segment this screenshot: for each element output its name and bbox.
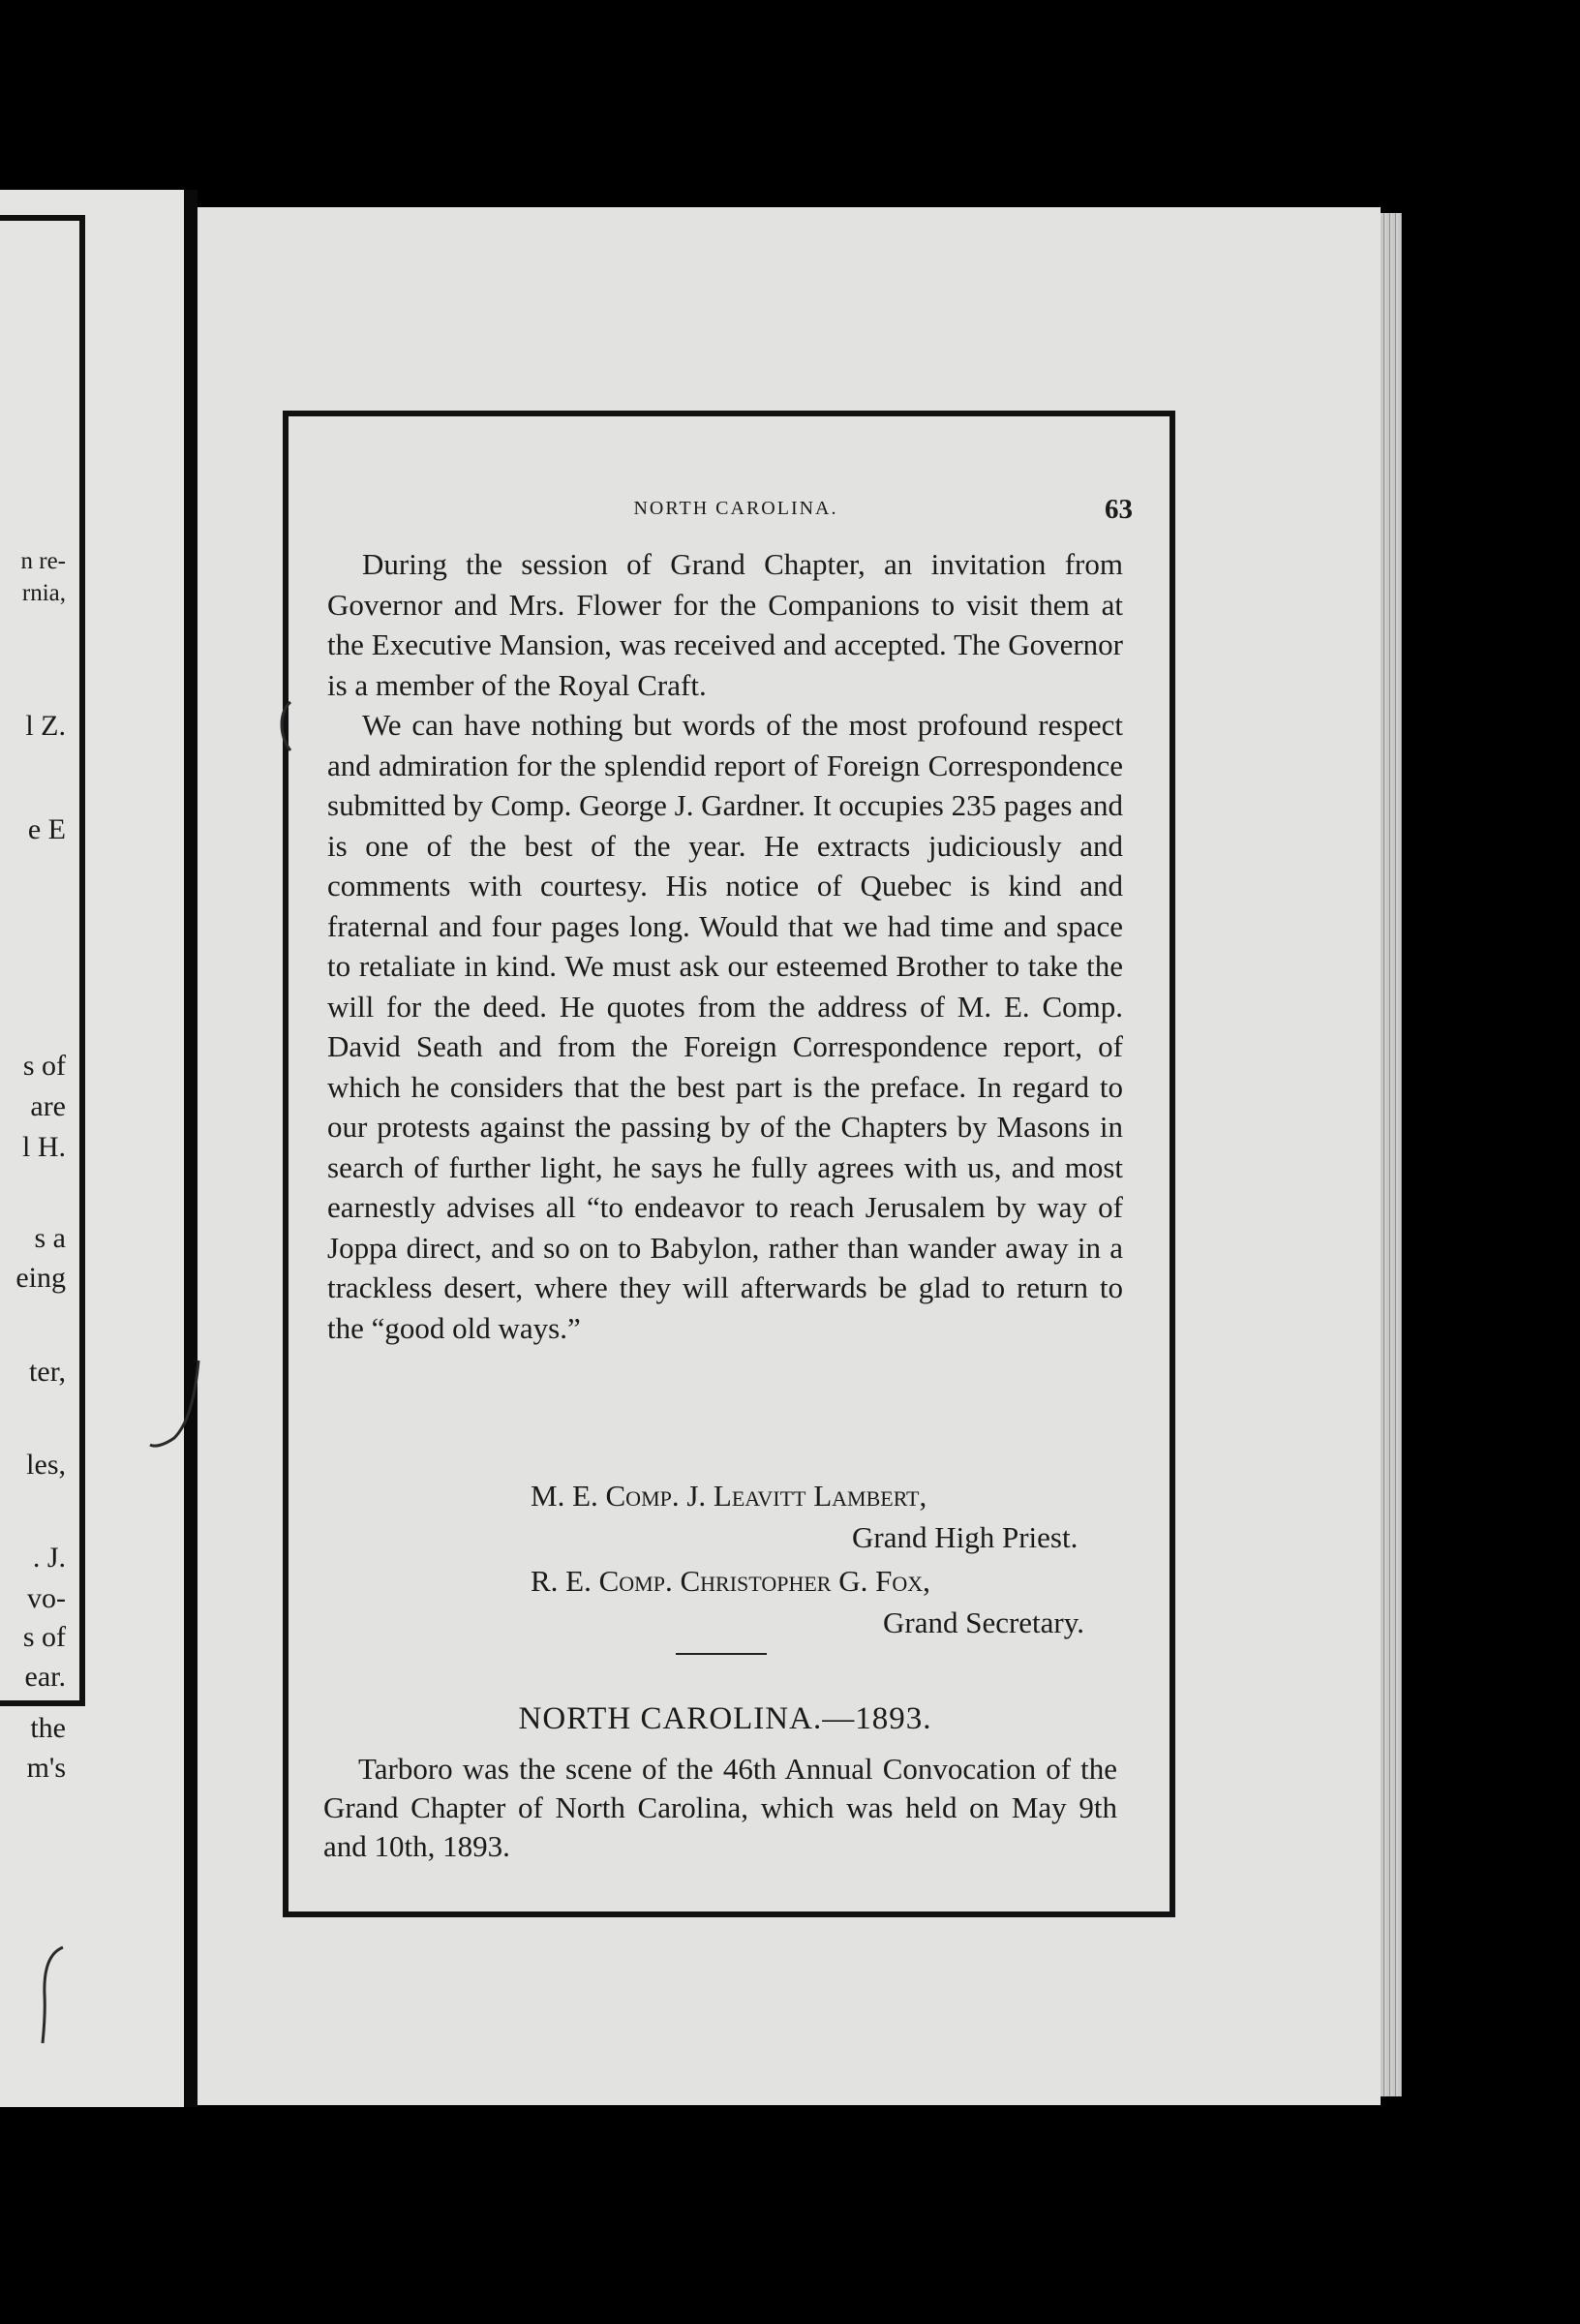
previous-page-line-fragment: s a — [34, 1222, 66, 1254]
previous-page-line-fragment: ear. — [24, 1661, 66, 1693]
previous-page-line-fragment: rnia, — [21, 580, 66, 606]
previous-page-line-fragment: s of — [22, 1621, 66, 1653]
page-number: 63 — [1105, 494, 1133, 525]
signature-2-title: Grand Secretary. — [883, 1605, 1084, 1639]
previous-page-line-fragment: l Z. — [25, 710, 66, 742]
section-divider — [676, 1653, 767, 1655]
signature-2-name: R. E. Comp. Christopher G. Fox, — [531, 1564, 930, 1598]
previous-page-line-fragment: . J. — [32, 1542, 66, 1574]
pencil-mark-icon — [19, 1942, 77, 2048]
previous-page-line-fragment: eing — [15, 1262, 66, 1294]
book-gutter — [184, 190, 198, 2107]
pencil-mark-icon — [145, 1356, 213, 1462]
body-text — [327, 544, 1123, 1348]
previous-page-line-fragment: are — [30, 1090, 66, 1122]
previous-page-line-fragment: vo- — [27, 1582, 66, 1614]
previous-page-line-fragment: n re- — [20, 548, 66, 574]
page-edge — [1381, 213, 1402, 2096]
paragraph-tarboro: Tarboro was the scene of the 46th Annual Convocation of the Grand Chapter of North Carolina, which was held on May 9th and 10th, 1893. — [323, 1752, 1117, 1863]
previous-page-line-fragment: m's — [26, 1752, 66, 1784]
previous-page-line-fragment: s of — [22, 1050, 66, 1082]
previous-page-line-fragment: e E — [27, 813, 66, 845]
previous-page-line-fragment: the — [30, 1712, 66, 1744]
previous-page-line-fragment: l H. — [22, 1131, 66, 1163]
section-heading: NORTH CAROLINA.—1893. — [518, 1701, 932, 1736]
previous-page-line-fragment: ter, — [29, 1356, 66, 1388]
paragraph-governor-invitation: During the session of Grand Chapter, an invitation from Governor and Mrs. Flower for the Companions to visit them at the Executive Mansion, was received and accepted. The Governor is a member of the Royal Craft. — [327, 547, 1123, 702]
margin-bracket-icon — [271, 697, 300, 755]
previous-page-border — [0, 215, 85, 1706]
section-body — [323, 1750, 1117, 1866]
paragraph-foreign-correspondence: We can have nothing but words of the most profound respect and admiration for the splendid report of Foreign Correspondence submitted by Comp. George J. Gardner. It occupies 235 pages and is one of the best of the year. He extracts judiciously and comments with courtesy. His notice of Quebec is kind and fraternal and four pages long. Would that we had time and space to retaliate in kind. We must ask our esteemed Brother to take the will for the deed. He quotes from the address of M. E. Comp. David Seath and from the Foreign Correspondence report, of which he considers that the best part is the preface. In regard to our protests against the passing by of the Chapters by Masons in search of further light, he says he fully agrees with us, and most earnestly advises all “to endeavor to reach Jerusalem by way of Joppa direct, and so on to Babylon, rather than wander away in a trackless desert, where they will afterwards be glad to return to the “good old ways.” — [327, 708, 1123, 1345]
signature-1-name: M. E. Comp. J. Leavitt Lambert, — [531, 1479, 927, 1513]
signature-1-title: Grand High Priest. — [852, 1520, 1079, 1554]
running-head: NORTH CAROLINA. — [633, 498, 838, 519]
previous-page-line-fragment: les, — [26, 1449, 66, 1481]
